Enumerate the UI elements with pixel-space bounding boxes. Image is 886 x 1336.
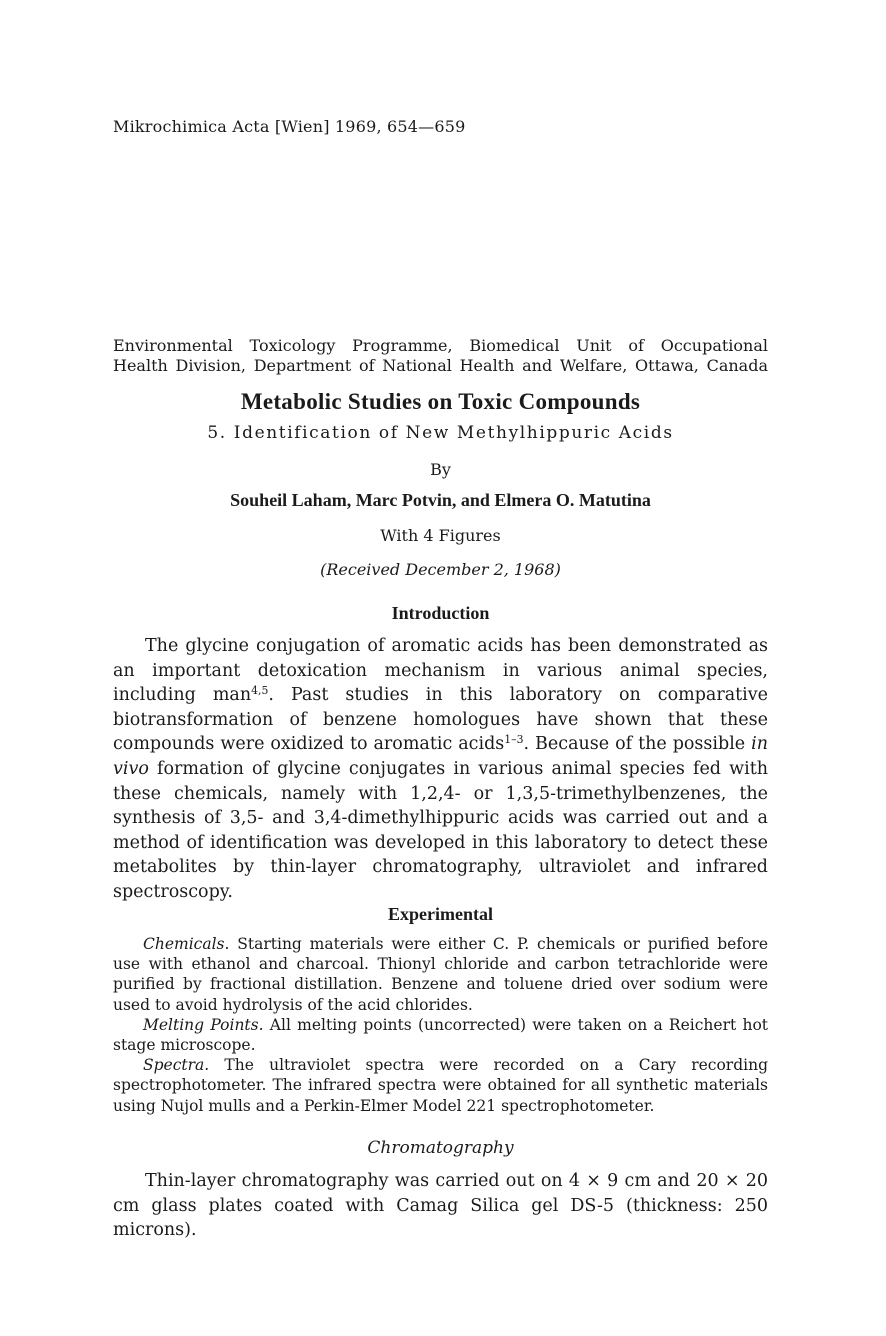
citation-ref: 4,5 (251, 684, 269, 698)
authors: Souheil Laham, Marc Potvin, and Elmera O. Matutina (230, 490, 651, 510)
chromatography-heading: Chromatography (367, 1138, 514, 1158)
introduction-body (113, 634, 768, 905)
introduction-paragraph: The glycine conjugation of aromatic acids has been demonstrated as an important detoxication mechanism in various animal species, including man$^{4,5}$. Past studies in this laboratory on comparative biotransformation of benzene homologues have shown that these compounds were oxidized to aromatic acids$^{1-3}$. Because of the possible in vivo formation of glycine conjugates in various animal species fed with these chemicals, namely with 1,2,4- or 1,3,5-trimethylbenzenes, the synthesis of 3,5- and 3,4-dimethylhippuric acids was carried out and a method of identification was developed in this laboratory to detect these metabolites by thin-layer chromatography, ultraviolet and infrared spectroscopy. (113, 636, 769, 902)
affiliation-line-1: Environmental Toxicology Programme, Biomedical Unit of Occupational (113, 336, 768, 355)
melting-points-paragraph: Melting Points. All melting points (uncorrected) were taken on a Reichert hot stage microscope. (113, 1015, 769, 1055)
journal-citation: Mikrochimica Acta [Wien] 1969, 654—659 (113, 117, 466, 136)
chromatography-paragraph: Thin-layer chromatography was carried out on 4 × 9 cm and 20 × 20 cm glass plates coated with Camag Silica gel DS-5 (thickness: 250 microns). (113, 1171, 768, 1241)
figure-count: With 4 Figures (380, 526, 501, 545)
chromatography-body (113, 1169, 768, 1243)
spectra-paragraph: Spectra. The ultraviolet spectra were recorded on a Cary recording spectrophotometer. The infrared spectra were obtained for all synthetic materials using Nujol mulls and a Perkin-Elmer Model 221 spectrophotometer. (113, 1056, 768, 1115)
by-line: By (430, 460, 451, 479)
experimental-body (113, 934, 768, 1116)
received-date: (Received December 2, 1968) (320, 560, 561, 579)
paper-title: Metabolic Studies on Toxic Compounds (240, 389, 641, 414)
experimental-heading: Experimental (388, 904, 493, 924)
introduction-heading: Introduction (391, 603, 490, 623)
affiliation (113, 336, 768, 376)
chemicals-paragraph: Chemicals. Starting materials were either C. P. chemicals or purified before use with ethanol and charcoal. Thionyl chloride and carbon tetrachloride were purified by fractional distillation. Benzene and toluene dried over sodium were used to avoid hydrolysis of the acid chlorides. (113, 935, 768, 1014)
paper-subtitle: 5. Identification of New Methylhippuric Acids (207, 423, 674, 443)
citation-ref: 1–3 (504, 733, 524, 747)
affiliation-line-2: Health Division, Department of National Health and Welfare, Ottawa, Canada (113, 356, 768, 375)
